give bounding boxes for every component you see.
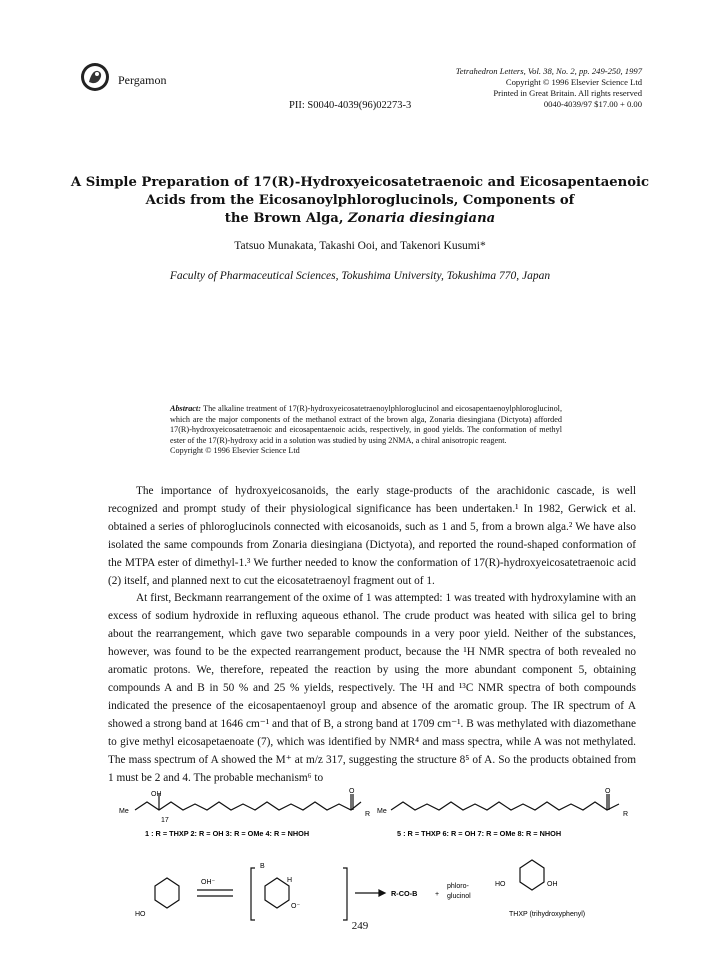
fig-ominus-label: O⁻ bbox=[291, 903, 301, 910]
price-line: 0040-4039/97 $17.00 + 0.00 bbox=[543, 99, 642, 109]
paragraph-2: At first, Beckmann rearrangement of the oxime of 1 was attempted: 1 was treated with hydroxylamine with an excess of sodium hydroxide in refluxing aqueous ethanol. The crude product was heated with silica gel to bring about the rearrangement, which gave two separable compounds in a very poor yield. Neither of the substances, however, was found to be the expected rearrangement product, because the ¹H NMR spectra of both revealed no aromatic protons. We, therefore, repeated the reaction by using the more abundant component 5, obtaining compounds A and B in 50 % and 25 % yields, respectively. The ¹H and ¹³C NMR spectra of both compounds indicated the presence of the eicosapentaenoyl group and absence of the aromatic group. The IR spectrum of A showed a strong band at 1646 cm⁻¹ and that of B, a strong band at 1709 cm⁻¹. B was methylated with diazomethane to give methyl eicosapetaenoate (7), which was identified by NMR⁴ and mass spectra, while A was not methylated. The mass spectrum of A showed the M⁺ at m/z 317, suggesting the structure 8⁵ of A. So the products obtained from 1 must be 2 and 4. The probable mechanism⁶ to bbox=[108, 592, 636, 784]
fig-o-label: O bbox=[349, 788, 355, 795]
page-number: 249 bbox=[351, 920, 369, 932]
fig-me-label: Me bbox=[119, 808, 129, 815]
journal-info bbox=[456, 66, 642, 110]
fig-r-label-2: R bbox=[623, 811, 629, 818]
fig-r-label: R bbox=[365, 811, 371, 818]
fig-17-label: 17 bbox=[161, 817, 169, 824]
chemical-structures-figure bbox=[115, 788, 635, 938]
fig-me-label-2: Me bbox=[377, 808, 387, 815]
pergamon-logo bbox=[80, 62, 110, 92]
abstract bbox=[170, 404, 562, 457]
authors: Tatsuo Munakata, Takashi Ooi, and Takenori Kusumi* bbox=[234, 240, 486, 252]
fig-hydroxide-label: OH⁻ bbox=[201, 879, 216, 886]
caption-left: 1 : R = THXP 2: R = OH 3: R = OMe 4: R = NHOH bbox=[145, 829, 310, 838]
fig-phloro-label: phloro- bbox=[447, 883, 469, 890]
abstract-copyright: Copyright © 1996 Elsevier Science Ltd bbox=[170, 446, 300, 456]
article-title bbox=[60, 174, 660, 228]
journal-line: Tetrahedron Letters, Vol. 38, No. 2, pp. 249-250, 1997 bbox=[455, 66, 642, 76]
title-line-3: the Brown Alga, Zonaria diesingiana bbox=[224, 211, 496, 226]
fig-ho-label: HO bbox=[135, 911, 146, 918]
publisher-name: Pergamon bbox=[118, 73, 167, 87]
fig-plus: + bbox=[435, 891, 440, 898]
fig-o-label-2: O bbox=[605, 788, 611, 795]
fig-b-label: B bbox=[260, 863, 265, 870]
affiliation: Faculty of Pharmaceutical Sciences, Tokushima University, Tokushima 770, Japan bbox=[169, 270, 551, 282]
paragraph-1: The importance of hydroxyeicosanoids, the early stage-products of the arachidonic cascade, is well recognized and prompt study of their physiological significance has been undertaken.¹ In 1982, Gerwick et al. obtained a series of phloroglucinols connected with eicosanoids, such as 1 and 5, from a brown alga.² We have also isolated the same compounds from Zonaria diesingiana (Dictyota), and reported the round-shaped conformation of the MTPA ester of dimethyl-1.³ We further needed to know the conformation of 17(R)-hydroxyeicosatetraenoic acid (2) itself, and planned next to cut the eicosatetraenoyl fragment out of 1. bbox=[108, 485, 636, 587]
fig-h-label: H bbox=[287, 877, 293, 884]
copyright-line: Copyright © 1996 Elsevier Science Ltd bbox=[505, 77, 642, 87]
body-text bbox=[108, 483, 636, 787]
title-line-2: Acids from the Eicosanoylphloroglucinols, Components of bbox=[145, 193, 575, 208]
printed-line: Printed in Great Britain. All rights reserved bbox=[493, 88, 642, 98]
fig-product-label: R-CO-B bbox=[391, 889, 418, 898]
pii: PII: S0040-4039(96)02273-3 bbox=[289, 100, 412, 111]
fig-ho-label-2: HO bbox=[495, 881, 506, 888]
fig-glucinol-label: glucinol bbox=[447, 893, 471, 900]
caption-right: 5 : R = THXP 6: R = OH 7: R = OMe 8: R = NHOH bbox=[397, 829, 562, 838]
abstract-label: Abstract: bbox=[170, 404, 201, 413]
title-line-1: A Simple Preparation of 17(R)-Hydroxyeicosatetraenoic and Eicosapentaenoic bbox=[70, 175, 650, 190]
fig-oh-label-2: OH bbox=[547, 881, 558, 888]
abstract-text: The alkaline treatment of 17(R)-hydroxyeicosatetraenoylphloroglucinol and eicosapentaenoylphloroglucinol, which are the major components of the methanol extract of the brown alga, Zonaria diesingiana (Dictyota) afforded 17(R)-hydroxyeicosatetraenoic and eicosapentaenoic acids, respectively, in good yields. The conformation of methyl ester of the 17(R)-hydroxy acid in a solution was studied by using 2NMA, a chiral anisotropic reagent. bbox=[170, 404, 562, 445]
fig-oh-label: OH bbox=[151, 791, 162, 798]
fig-thxp-label: THXP (trihydroxyphenyl) bbox=[509, 911, 586, 918]
